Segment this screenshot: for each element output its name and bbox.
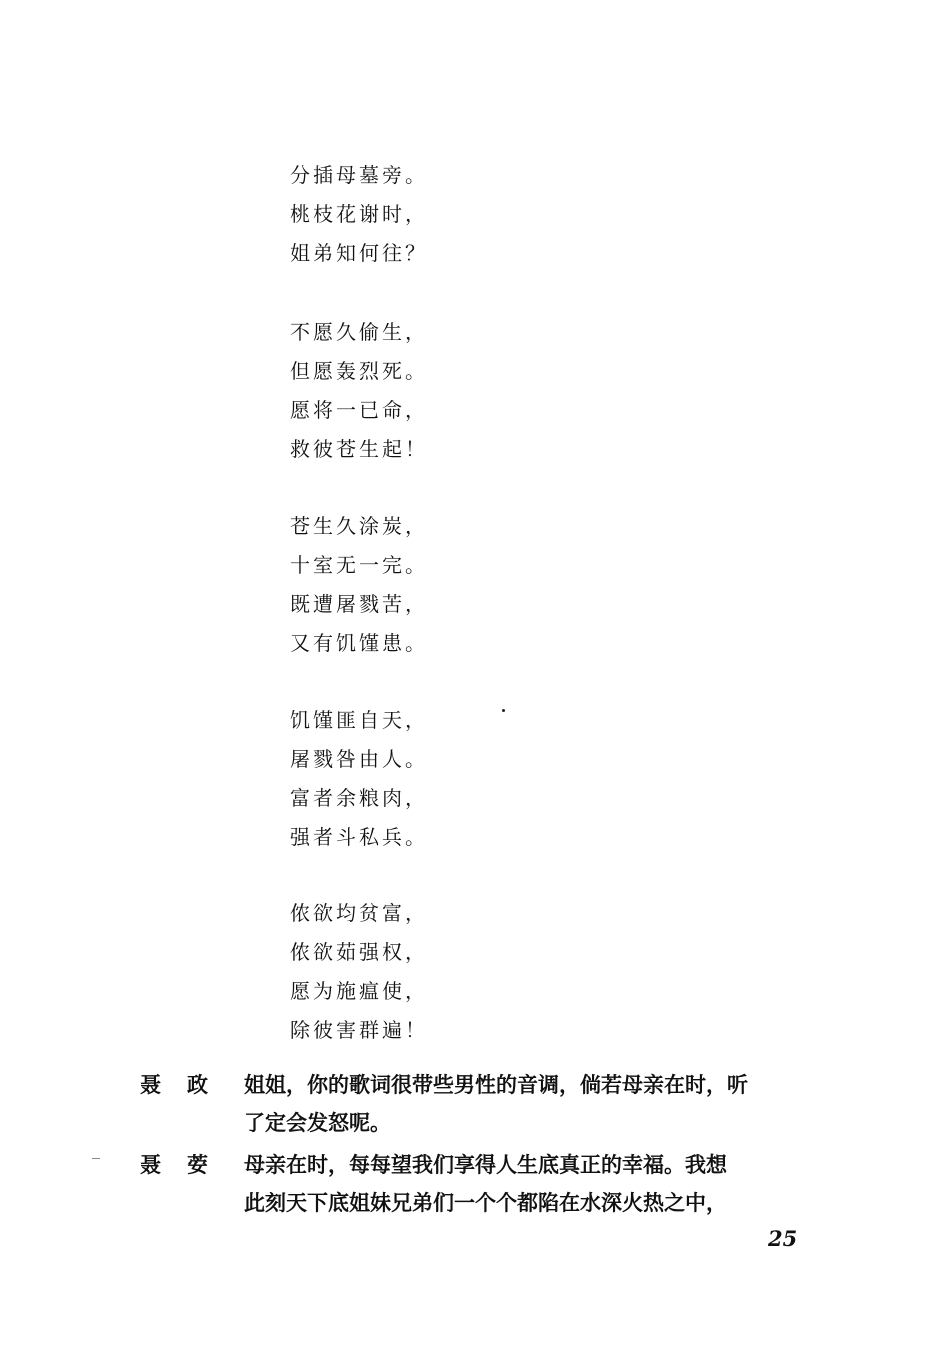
poem-stanza [290,507,590,663]
poem-line: 富者余粮肉， [290,786,428,810]
print-speck [502,709,505,712]
speech-line: 了定会发怒呢。 [244,1111,391,1135]
speech-line: 姐姐，你的歌词很带些男性的音调，倘若母亲在时，听 [244,1073,748,1097]
poem-stanza [290,701,590,857]
page-number: 25 [768,1226,798,1251]
poem-line: 桃枝花谢时， [290,202,428,226]
poem-line: 屠戮咎由人。 [290,747,428,771]
poem-stanza [290,156,590,273]
poem-line: 侬欲均贫富， [290,901,428,925]
poem-line: 除彼害群遍！ [290,1018,428,1042]
poem [290,156,590,1088]
print-speck [92,1158,100,1159]
poem-stanza [290,313,590,469]
poem-line: 愿将一已命， [290,398,428,422]
poem-line: 饥馑匪自天， [290,708,428,732]
speaker-name: 聂政 [140,1073,234,1097]
speech-line: 此刻天下底姐妹兄弟们一个个都陷在水深火热之中， [244,1191,727,1215]
poem-line: 不愿久偷生， [290,320,428,344]
poem-line: 但愿轰烈死。 [290,359,428,383]
poem-line: 又有饥馑患。 [290,631,428,655]
poem-line: 十室无一完。 [290,553,428,577]
speaker-name: 聂荌 [140,1153,234,1177]
dialogue-entry [140,1146,934,1222]
poem-line: 强者斗私兵。 [290,825,428,849]
poem-line: 救彼苍生起！ [290,437,428,461]
poem-line: 苍生久涂炭， [290,514,428,538]
poem-line: 既遭屠戮苦， [290,592,428,616]
poem-line: 愿为施瘟使， [290,979,428,1003]
poem-line: 侬欲茹强权， [290,940,428,964]
speech-line: 母亲在时，每每望我们享得人生底真正的幸福。我想 [244,1153,727,1177]
poem-line: 分插母墓旁。 [290,163,428,187]
dialogue-entry [140,1066,934,1142]
poem-stanza [290,894,590,1050]
poem-line: 姐弟知何往？ [290,241,428,265]
